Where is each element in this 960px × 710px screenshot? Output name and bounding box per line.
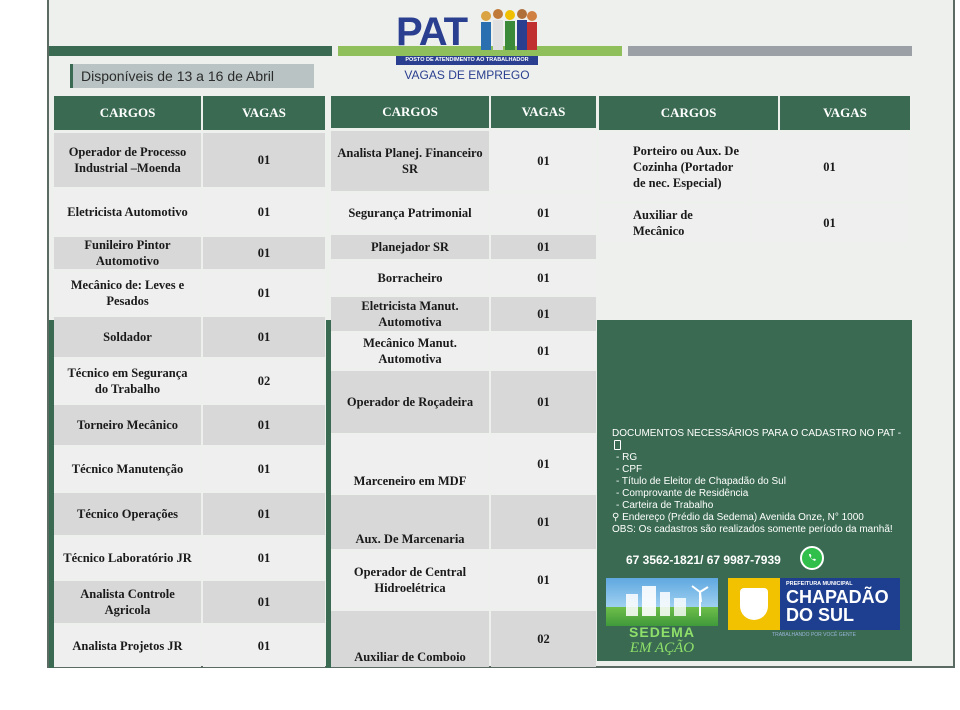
pat-logo-title: PAT (396, 10, 468, 54)
coat-of-arms-icon (728, 578, 780, 630)
pat-logo-tagline: VAGAS DE EMPREGO (404, 68, 530, 82)
availability-banner: Disponíveis de 13 a 16 de Abril (70, 64, 314, 88)
cargo-cell: Analista Projetos JR (54, 625, 201, 667)
cargo-cell: Planejador SR (331, 235, 489, 259)
cargo-cell: Operador de Processo Industrial –Moenda (54, 133, 201, 187)
sedema-title: SEDEMA (629, 624, 695, 640)
prefeitura-label: PREFEITURA MUNICIPAL (786, 581, 853, 587)
city-name-line1: CHAPADÃO (786, 587, 889, 607)
table1-header-cargos: CARGOS (54, 96, 201, 130)
vagas-cell: 01 (751, 204, 908, 242)
cargo-cell: Auxiliar de Mecânico (599, 204, 749, 242)
header-stripe-right (628, 46, 912, 56)
document-item: - Título de Eleitor de Chapadão do Sul (616, 476, 786, 487)
vagas-cell: 01 (491, 261, 596, 295)
vagas-cell: 01 (491, 371, 596, 433)
vagas-cell: 01 (491, 495, 596, 549)
vagas-cell: 01 (203, 625, 325, 667)
vagas-cell: 01 (491, 435, 596, 493)
whatsapp-icon (800, 546, 824, 570)
table3-header-cargos: CARGOS (599, 96, 778, 130)
city-name-line2: DO SUL (786, 605, 855, 625)
table1-header-vagas: VAGAS (203, 96, 325, 130)
cargo-cell: Funileiro Pintor Automotivo (54, 237, 201, 269)
cargo-cell: Auxiliar de Comboio (331, 611, 489, 667)
cargo-cell: Eletricista Manut. Automotiva (331, 297, 489, 331)
vagas-cell: 01 (491, 193, 596, 233)
vagas-cell: 02 (491, 611, 596, 667)
cargo-cell: Operador de Roçadeira (331, 371, 489, 433)
cargo-cell: Operador de Central Hidroelétrica (331, 551, 489, 609)
cargo-cell: Técnico Operações (54, 493, 201, 535)
crest-shield-icon (740, 588, 768, 620)
vagas-cell: 01 (491, 235, 596, 259)
pat-logo (392, 4, 542, 82)
document-item: - CPF (616, 464, 643, 475)
sedema-subtitle: EM AÇÃO (629, 640, 695, 656)
sedema-logo (606, 578, 718, 658)
vagas-cell: 01 (751, 133, 908, 201)
vagas-cell: 01 (491, 551, 596, 609)
cargo-cell: Torneiro Mecânico (54, 405, 201, 445)
table3-header-vagas: VAGAS (780, 96, 910, 130)
cargo-cell: Aux. De Marcenaria (331, 495, 489, 549)
pat-logo-subtitle: POSTO DE ATENDIMENTO AO TRABALHADOR (396, 56, 538, 65)
phone-numbers: 67 3562-1821/ 67 9987-7939 (626, 553, 781, 567)
left-accent-bar (49, 320, 54, 668)
header-stripe-left (49, 46, 332, 56)
documents-heading: DOCUMENTOS NECESSÁRIOS PARA O CADASTRO NO PAT - (612, 428, 902, 439)
vagas-cell: 01 (203, 493, 325, 535)
prefeitura-logo (728, 578, 900, 630)
table2-header-cargos: CARGOS (331, 96, 489, 128)
vagas-cell: 01 (203, 271, 325, 315)
address-line (612, 512, 902, 524)
cargo-cell: Marceneiro em MDF (331, 435, 489, 493)
cargo-cell: Técnico Manutenção (54, 447, 201, 491)
cargo-cell: Mecânico Manut. Automotiva (331, 333, 489, 369)
whatsapp-glyph (802, 548, 822, 568)
cargo-cell: Segurança Patrimonial (331, 193, 489, 233)
city-skyline-icon (606, 578, 718, 626)
table2-header-vagas: VAGAS (491, 96, 596, 128)
address-text: Endereço (Prédio da Sedema) Avenida Onze, N° 1000 (622, 512, 864, 523)
vagas-cell: 01 (491, 333, 596, 369)
cargo-cell: Técnico Laboratório JR (54, 537, 201, 579)
vagas-cell: 01 (203, 447, 325, 491)
cargo-cell: Técnico em Segurança do Trabalho (54, 359, 201, 403)
vagas-cell: 02 (203, 359, 325, 403)
cargo-cell: Mecânico de: Leves e Pesados (54, 271, 201, 315)
vagas-cell: 01 (203, 405, 325, 445)
location-pin-icon: ⚲ (612, 512, 620, 523)
hours-note: OBS: Os cadastros são realizados somente período da manhã! (612, 524, 893, 535)
cargo-cell: Analista Planej. Financeiro SR (331, 131, 489, 191)
vagas-cell: 01 (203, 581, 325, 623)
workers-icon (478, 6, 538, 52)
document-item: - RG (616, 452, 638, 463)
phone-icon (614, 440, 621, 450)
windmill-icon (606, 578, 718, 626)
cargo-cell: Borracheiro (331, 261, 489, 295)
vagas-cell: 01 (203, 537, 325, 579)
cargo-cell: Porteiro ou Aux. De Cozinha (Portador de nec. Especial) (599, 133, 749, 201)
vagas-cell: 01 (491, 297, 596, 331)
prefeitura-slogan: TRABALHANDO POR VOCÊ GENTE (772, 632, 856, 638)
document-item: - Comprovante de Residência (616, 488, 749, 499)
cargo-cell: Soldador (54, 317, 201, 357)
vagas-cell: 01 (491, 131, 596, 191)
cargo-cell: Eletricista Automotivo (54, 189, 201, 235)
required-documents (612, 428, 902, 536)
cargo-cell: Analista Controle Agricola (54, 581, 201, 623)
document-item: - Carteira de Trabalho (616, 500, 714, 511)
vagas-cell: 01 (203, 237, 325, 269)
vagas-cell: 01 (203, 133, 325, 187)
vagas-cell: 01 (203, 189, 325, 235)
vagas-cell: 01 (203, 317, 325, 357)
